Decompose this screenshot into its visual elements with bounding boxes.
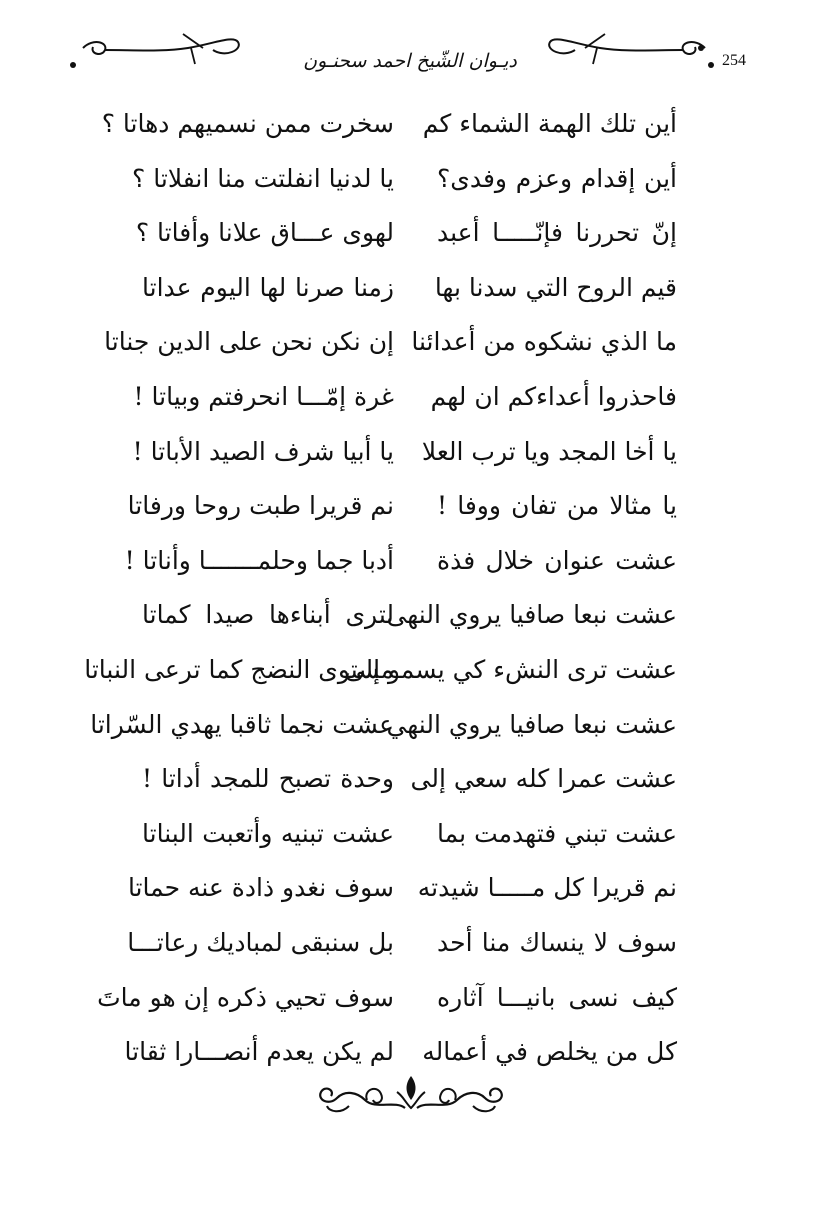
- verse: [0, 262, 822, 317]
- verse-second-hemistich: أدبا جما وحلمـــــــا وأناتا !: [124, 545, 394, 575]
- verse-second-hemistich: وحدة تصبح للمجد أداتا !: [142, 764, 394, 794]
- verse-first-hemistich: نم قريرا كل مـــــا شيدته: [417, 873, 677, 903]
- page-header: [0, 22, 822, 72]
- verse-first-hemistich: سوف لا ينساك منا أحد: [437, 927, 677, 957]
- verse: [0, 808, 822, 863]
- verse-first-hemistich: يا أخا المجد ويا ترب العلا: [421, 436, 677, 466]
- verse-second-hemistich: عشت تبنيه وأتعبت البناتا: [142, 818, 394, 848]
- verse: [0, 207, 822, 262]
- verse: [0, 316, 822, 371]
- verse-second-hemistich: نم قريرا طبت روحا ورفاتا: [127, 491, 394, 521]
- verse-first-hemistich: كل من يخلص في أعماله: [422, 1037, 677, 1067]
- verse-first-hemistich: قيم الروح التي سدنا بها: [434, 272, 677, 302]
- verse-first-hemistich: عشت عمرا كله سعي إلى: [410, 764, 677, 794]
- verse-second-hemistich: يا أبيا شرف الصيد الأباتا !: [132, 436, 394, 466]
- verse: [0, 153, 822, 208]
- verse-second-hemistich: سوف تحيي ذكره إن هو ماتَ: [97, 982, 394, 1012]
- verse-second-hemistich: لهوى عـــاق علانا وأفاتا ؟: [135, 218, 394, 248]
- verse-second-hemistich: سخرت ممن نسميهم دهاتا ؟: [101, 109, 394, 138]
- verse-first-hemistich: عشت ترى النشء كي يسمو إلى: [344, 654, 677, 684]
- verse: [0, 972, 822, 1027]
- verse-second-hemistich: بل سنبقى لمباديك رعاتـــا: [127, 927, 394, 957]
- verse-second-hemistich: عشت نجما ثاقبا يهدي السّراتا: [90, 709, 394, 739]
- header-right-flourish-icon: [545, 30, 710, 70]
- verse-second-hemistich: لم يكن يعدم أنصـــارا ثقاتا: [124, 1037, 394, 1067]
- verse-first-hemistich: يا مثالا من تفان ووفا !: [437, 491, 677, 521]
- verse: [0, 862, 822, 917]
- header-left-flourish-icon: [78, 30, 248, 70]
- verse-first-hemistich: عشت نبعا صافيا يروي النهي: [386, 709, 677, 739]
- verse: [0, 98, 822, 153]
- verse-second-hemistich: سوف نغدو ذادة عنه حماتا: [127, 873, 394, 903]
- verse-second-hemistich: غرة إمّـــا انحرفتم وبياتا !: [133, 381, 394, 411]
- verse: [0, 535, 822, 590]
- verse: [0, 589, 822, 644]
- verse: [0, 699, 822, 754]
- verse-first-hemistich: عشت عنوان خلال فذة: [437, 545, 677, 575]
- verse: [0, 426, 822, 481]
- running-title: ديـوان الشّيخ احمد سحنـون: [303, 50, 517, 72]
- footer-ornament-icon: [305, 1070, 517, 1120]
- verse-second-hemistich: يا لدنيا انفلتت منا انفلاتا ؟: [132, 163, 394, 193]
- verse: [0, 644, 822, 699]
- verse-first-hemistich: فاحذروا أعداءكم ان لهم: [430, 381, 677, 411]
- verse: [0, 480, 822, 535]
- verse-first-hemistich: كيف نسى بانيـــا آثاره: [437, 982, 677, 1012]
- verse: [0, 371, 822, 426]
- verse-second-hemistich: إن نكن نحن على الدين جناتا: [104, 327, 394, 357]
- verse-second-hemistich: لترى أبناءها صيدا كماتا: [142, 600, 394, 630]
- verse-first-hemistich: أين تلك الهمة الشماء كم: [422, 109, 677, 138]
- header-dot: [70, 62, 76, 68]
- verse-first-hemistich: ما الذي نشكوه من أعدائنا: [411, 327, 677, 357]
- verse: [0, 917, 822, 972]
- page-number: 254: [722, 52, 746, 69]
- verse-second-hemistich: زمنا صرنا لها اليوم عداتا: [142, 272, 394, 302]
- verse-first-hemistich: أين إقدام وعزم وفدى؟: [437, 163, 677, 193]
- verse-second-hemistich: مستوى النضج كما ترعى النباتا: [84, 654, 394, 684]
- verse: [0, 753, 822, 808]
- verse-first-hemistich: عشت تبني فتهدمت بما: [437, 818, 677, 848]
- verse-first-hemistich: عشت نبعا صافيا يروي النهى: [386, 600, 677, 630]
- poem: [0, 98, 822, 1081]
- verse-first-hemistich: إنّ تحررنا فإنّـــــا أعبد: [437, 218, 677, 248]
